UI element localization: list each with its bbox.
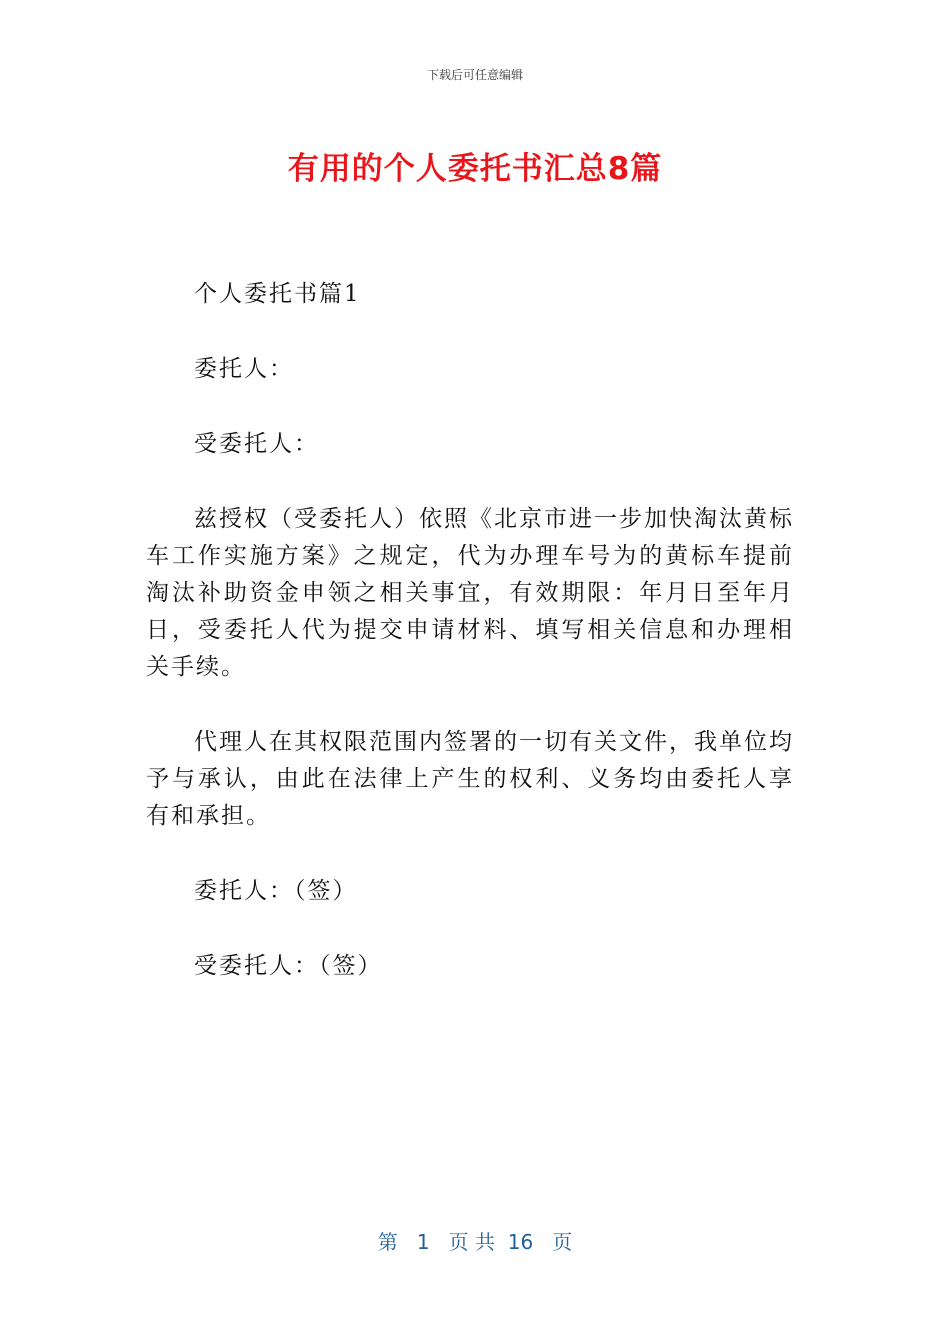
footer-suffix: 页 <box>552 1230 573 1254</box>
document-title: 有用的个人委托书汇总8篇 <box>287 151 663 187</box>
document-body <box>146 276 794 1023</box>
header-note: 下载后可任意编辑 <box>426 68 523 82</box>
principal-line: 委托人： <box>194 356 294 382</box>
agent-signature-line: 受委托人：（签） <box>194 953 383 979</box>
page-footer <box>0 1226 950 1255</box>
section-heading: 个人委托书篇1 <box>194 281 361 307</box>
authorization-paragraph: 兹授权（受委托人）依照《北京市进一步加快淘汰黄标车工作实施方案》之规定，代为办理车号为的黄标车提前淘汰补助资金申领之相关事宜，有效期限：年月日至年月日，受委托人代为提交申请材料、填写相关信息和办理相关手续。 <box>146 506 794 680</box>
footer-current-page: 1 <box>416 1230 430 1254</box>
liability-paragraph: 代理人在其权限范围内签署的一切有关文件，我单位均予与承认，由此在法律上产生的权利、义务均由委托人享有和承担。 <box>146 729 794 829</box>
principal-signature-line: 委托人：（签） <box>194 878 358 904</box>
footer-total-pages: 16 <box>507 1230 534 1254</box>
footer-middle: 页 共 <box>448 1230 495 1254</box>
footer-prefix: 第 <box>377 1230 398 1254</box>
agent-line: 受委托人： <box>194 431 319 457</box>
